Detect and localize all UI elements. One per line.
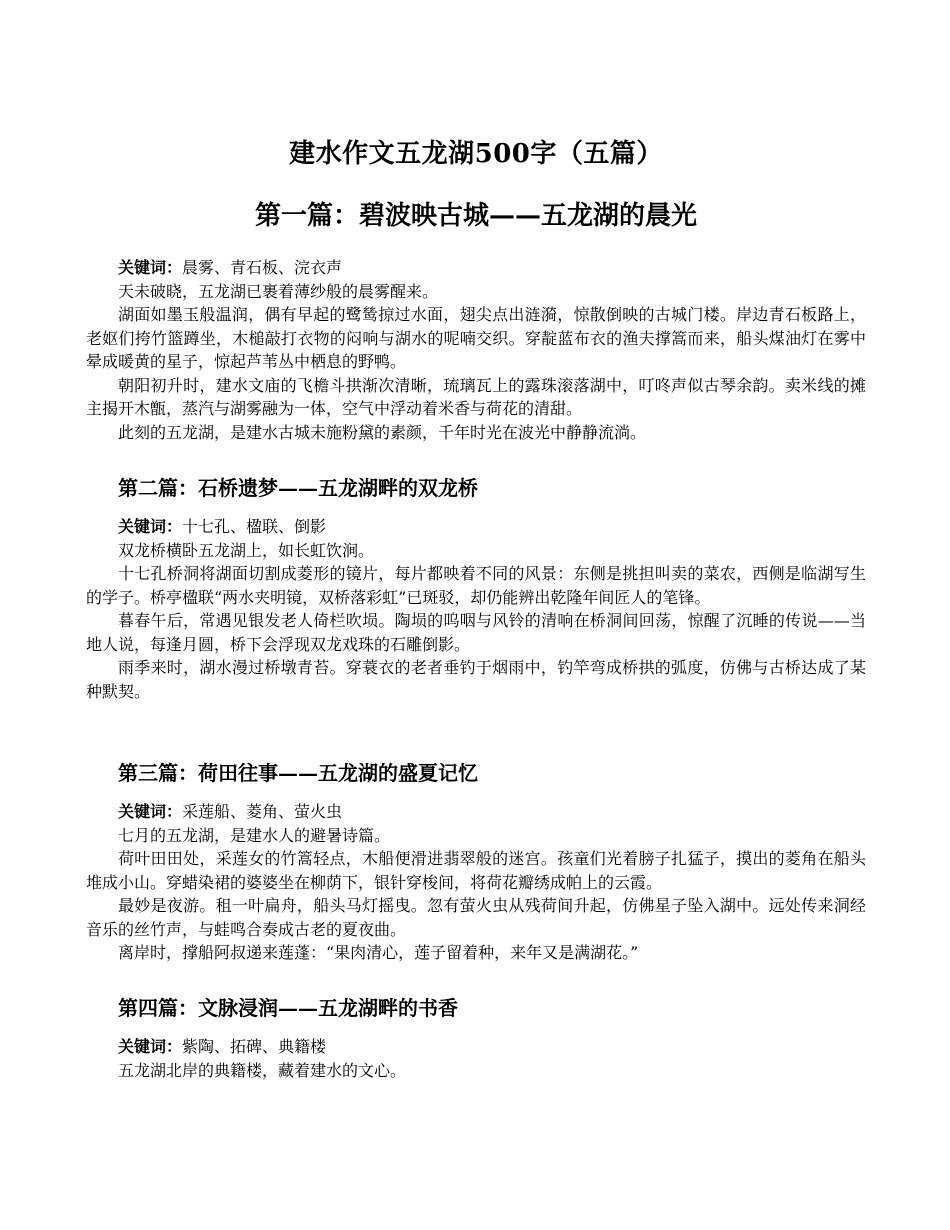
body-paragraph: 暮春午后，常遇见银发老人倚栏吹埙。陶埙的呜咽与风铃的清响在桥洞间回荡，惊醒了沉睡的传说——当地人说，每逢月圆，桥下会浮现双龙戏珠的石雕倒影。: [86, 611, 866, 654]
keywords-value: 紫陶、拓碑、典籍楼: [182, 1037, 327, 1056]
keywords-label: 关键词：: [118, 1037, 183, 1056]
body-paragraph: 雨季来时，湖水漫过桥墩青苔。穿蓑衣的老者垂钓于烟雨中，钓竿弯成桥拱的弧度，仿佛与古桥达成了某种默契。: [86, 658, 866, 701]
chapter-3-heading: 第三篇：荷田往事——五龙湖的盛夏记忆: [118, 761, 478, 785]
keywords-value: 晨雾、青石板、浣衣声: [182, 258, 343, 277]
keywords-label: 关键词：: [118, 258, 183, 277]
lead-paragraph: 天未破晓，五龙湖已裹着薄纱般的晨雾醒来。: [118, 281, 439, 301]
body-paragraph: 湖面如墨玉般温润，偶有早起的鹭鸶掠过水面，翅尖点出涟漪，惊散倒映的古城门楼。岸边青石板路上，老妪们挎竹篮蹲坐，木槌敲打衣物的闷响与湖水的呢喃交织。穿靛蓝布衣的渔夫撑篙而来，船头煤油灯在雾中晕成暖黄的星子，惊起芦苇丛中栖息的野鸭。: [86, 305, 866, 371]
keywords-value: 十七孔、楹联、倒影: [182, 517, 327, 536]
keywords-value: 采莲船、菱角、萤火虫: [182, 802, 343, 821]
lead-paragraph: 七月的五龙湖，是建水人的避暑诗篇。: [118, 825, 391, 845]
body-paragraph: 十七孔桥洞将湖面切割成菱形的镜片，每片都映着不同的风景：东侧是挑担叫卖的菜农，西侧是临湖写生的学子。桥亭楹联“两水夹明镜，双桥落彩虹”已斑驳，却仍能辨出乾隆年间匠人的笔锋。: [86, 564, 866, 607]
keywords-label: 关键词：: [118, 802, 183, 821]
chapter-2-heading: 第二篇：石桥遗梦——五龙湖畔的双龙桥: [118, 476, 478, 500]
body-paragraph: 离岸时，撑船阿叔递来莲蓬：“果肉清心，莲子留着种，来年又是满湖花。”: [118, 943, 639, 962]
keywords-label: 关键词：: [118, 517, 183, 536]
chapter-1: [86, 256, 866, 444]
body-paragraph: 朝阳初升时，建水文庙的飞檐斗拱渐次清晰，琉璃瓦上的露珠滚落湖中，叮咚声似古琴余韵。卖米线的摊主揭开木甑，蒸汽与湖雾融为一体，空气中浮动着米香与荷花的清甜。: [86, 375, 866, 418]
keywords-line: [86, 515, 866, 539]
lead-paragraph: 五龙湖北岸的典籍楼，藏着建水的文心。: [118, 1060, 407, 1080]
chapter-1-heading: 第一篇：碧波映古城——五龙湖的晨光: [254, 201, 697, 231]
chapter-3: [86, 758, 866, 965]
body-paragraph: 最妙是夜游。租一叶扁舟，船头马灯摇曳。忽有萤火虫从残荷间升起，仿佛星子坠入湖中。远处传来洞经音乐的丝竹声，与蛙鸣合奏成古老的夏夜曲。: [86, 896, 866, 939]
chapter-4: [86, 993, 866, 1082]
keywords-line: [86, 256, 866, 280]
keywords-line: [86, 800, 866, 824]
body-paragraph: 此刻的五龙湖，是建水古城未施粉黛的素颜，千年时光在波光中静静流淌。: [118, 422, 647, 442]
chapter-4-heading: 第四篇：文脉浸润——五龙湖畔的书香: [118, 996, 458, 1020]
lead-paragraph: 双龙桥横卧五龙湖上，如长虹饮涧。: [118, 540, 375, 560]
body-paragraph: 荷叶田田处，采莲女的竹篙轻点，木船便滑进翡翠般的迷宫。孩童们光着膀子扎猛子，摸出的菱角在船头堆成小山。穿蜡染裙的婆婆坐在柳荫下，银针穿梭间，将荷花瓣绣成帕上的云霞。: [86, 849, 866, 892]
document-title: 建水作文五龙湖500字（五篇）: [289, 139, 663, 169]
keywords-line: [86, 1035, 866, 1059]
chapter-2: [86, 473, 866, 703]
